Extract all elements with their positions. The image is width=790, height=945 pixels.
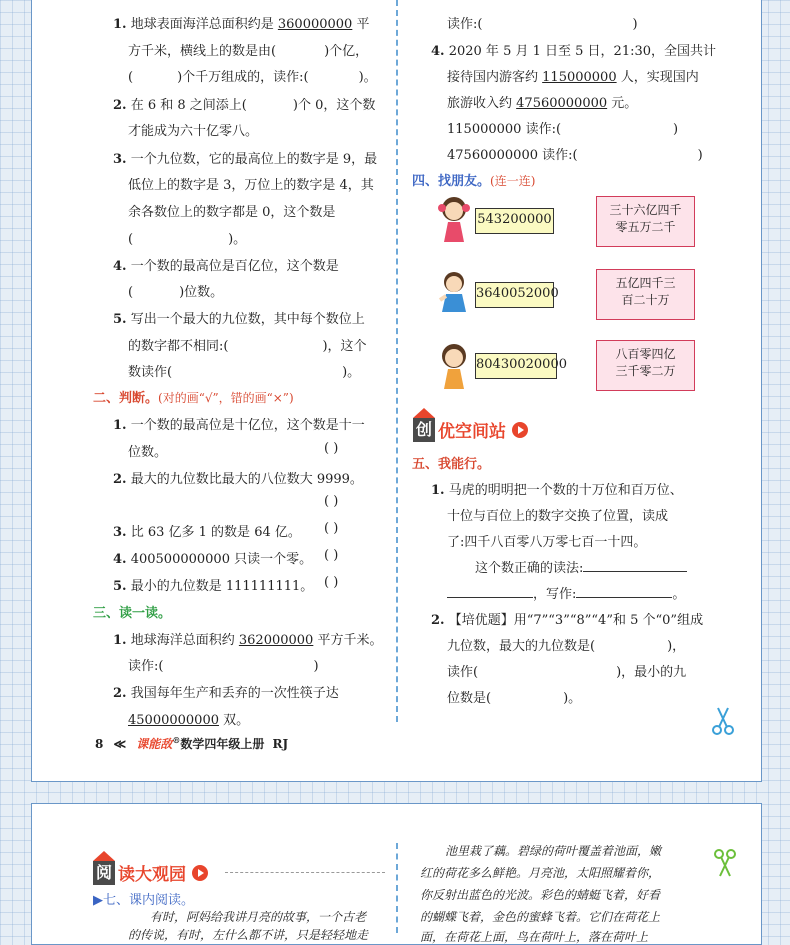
reading-right-line5: 面，在荷花上面，鸟在荷叶上，落在荷叶上 [420,930,649,944]
judge-3: 3. 比 63 亿多 1 的数是 64 亿。 [113,525,301,540]
reading-right-line3: 你反射出蓝色的光波。彩色的蜻蜓飞着，好看 [420,888,661,902]
yue-badge: 阅 [93,861,115,885]
girl-2-icon [436,341,472,391]
section-7-heading: ▶七、课内阅读。 [93,893,194,908]
banner-rule [225,872,385,873]
read-1-line2: 读作:( ) [128,659,319,674]
judge-4: 4. 400500000000 只读一个零。 [113,552,313,567]
reading-left-line1: 有时，阿妈给我讲月亮的故事，一个古老 [150,910,367,924]
section-3-heading: 三、读一读。 [93,606,172,621]
number-card-2[interactable]: 3640052000 [475,282,554,308]
read-4: 4. 2020 年 5 月 1 日至 5 日，21:30，全国共计 [431,44,717,59]
question-5: 5. 写出一个最大的九位数，其中每个数位上 [113,312,365,327]
answer-line[interactable] [447,585,533,598]
reading-right-line1: 池里栽了藕。碧绿的荷叶覆盖着池面，嫩 [445,844,662,858]
page-footer: 8 ≪ 课能敌®数学四年级上册 RJ [95,735,289,751]
question-2-line2: 才能成为六十亿零八。 [128,124,259,139]
ability-1-line2: 十位与百位上的数字交换了位置，读成 [447,509,669,524]
right-top-line: 读作:( ) [447,17,638,32]
ability-1-line4: 这个数正确的读法: [475,557,687,576]
read-4-line5: 47560000000 读作:( ) [447,148,703,163]
boy-icon [436,270,472,314]
column-divider [396,0,398,722]
question-3-line4: ( )。 [128,232,247,247]
question-3: 3. 一个九位数，它的最高位上的数字是 9，最 [113,152,378,167]
read-2: 2. 我国每年生产和丢弃的一次性筷子达 [113,686,339,701]
ability-2-line4: 位数是( )。 [447,691,582,706]
section-2-heading: 二、判断。(对的画“√”，错的画“×”) [93,391,294,406]
question-5-line3: 数读作( )。 [128,365,361,380]
answer-line[interactable] [583,559,687,572]
scissors-icon [712,848,738,878]
section-5-heading: 五、我能行。 [412,457,491,472]
judge-4-answer[interactable]: ( ) [324,548,339,563]
scissors-icon [710,706,736,736]
judge-2-answer[interactable]: ( ) [324,494,339,509]
reading-right-line2: 红的荷花多么鲜艳。月亮池，太阳照耀着你， [420,866,661,880]
read-4-line4: 115000000 读作:( ) [447,122,679,137]
judge-5: 5. 最小的九位数是 111111111。 [113,579,314,594]
answer-line[interactable] [576,585,672,598]
ability-2-line3: 读作( )，最小的九 [447,665,687,680]
ability-2: 2. 【培优题】用“7”“3”“8”“4”和 5 个“0”组成 [431,613,704,628]
question-1-line3: ( )个千万组成的，读作:( )。 [128,70,377,85]
word-card-2[interactable]: 五亿四千三 百二十万 [596,269,695,320]
banner-reading: 阅 读大观园 [93,860,208,885]
number-card-1[interactable]: 543200000 [475,208,554,234]
judge-1: 1. 一个数的最高位是十亿位，这个数是十一 [113,418,365,433]
girl-1-icon [436,194,472,244]
ability-1: 1. 马虎的明明把一个数的十万位和百万位、 [431,483,683,498]
judge-1-answer[interactable]: ( ) [324,441,339,456]
read-2-line2: 45000000000 双。 [128,713,250,728]
question-1: 1. 地球表面海洋总面积约是 360000000 平 [113,17,370,32]
read-1: 1. 地球海洋总面积约 362000000 平方千米。 [113,633,383,648]
question-4: 4. 一个数的最高位是百亿位，这个数是 [113,259,339,274]
question-1-line2: 方千米，横线上的数是由( )个亿， [128,44,369,59]
ability-1-line5: ，写作: 。 [447,583,685,602]
read-4-line3: 旅游收入约 47560000000 元。 [447,96,638,111]
question-2: 2. 在 6 和 8 之间添上( )个 0，这个数 [113,98,376,113]
word-card-3[interactable]: 八百零四亿 三千零二万 [596,340,695,391]
word-card-1[interactable]: 三十六亿四千 零五万二千 [596,196,695,247]
play-icon [512,422,528,438]
question-3-line2: 低位上的数字是 3，万位上的数字是 4，其 [128,178,374,193]
reading-left-line2: 的传说，有时，左什么都不讲，只是轻轻地走 [128,928,369,942]
chuang-badge: 创 [413,418,435,442]
bottom-column-divider [396,843,398,933]
question-4-line2: ( )位数。 [128,285,224,300]
judge-3-answer[interactable]: ( ) [324,521,339,536]
reading-right-line4: 的蝴蝶飞着，金色的蜜蜂飞着。它们在荷花上 [420,910,661,924]
question-5-line2: 的数字都不相同:( )，这个 [128,339,367,354]
section-4-heading: 四、找朋友。(连一连) [412,174,536,189]
read-4-line2: 接待国内游客约 115000000 人，实现国内 [447,70,699,85]
judge-2: 2. 最大的九位数比最大的八位数大 9999。 [113,472,363,487]
question-3-line3: 余各数位上的数字都是 0，这个数是 [128,205,336,220]
number-card-3[interactable]: 80430020000 [475,353,557,379]
brand-logo: 课能敌 [136,737,173,751]
play-icon [192,865,208,881]
banner-you-space: 创 优空间站 [413,417,528,442]
ability-1-line3: 了:四千八百零八万零七百一十四。 [447,535,647,550]
judge-1-line2: 位数。 [128,445,168,460]
ability-2-line2: 九位数，最大的九位数是( )， [447,639,686,654]
judge-5-answer[interactable]: ( ) [324,575,339,590]
